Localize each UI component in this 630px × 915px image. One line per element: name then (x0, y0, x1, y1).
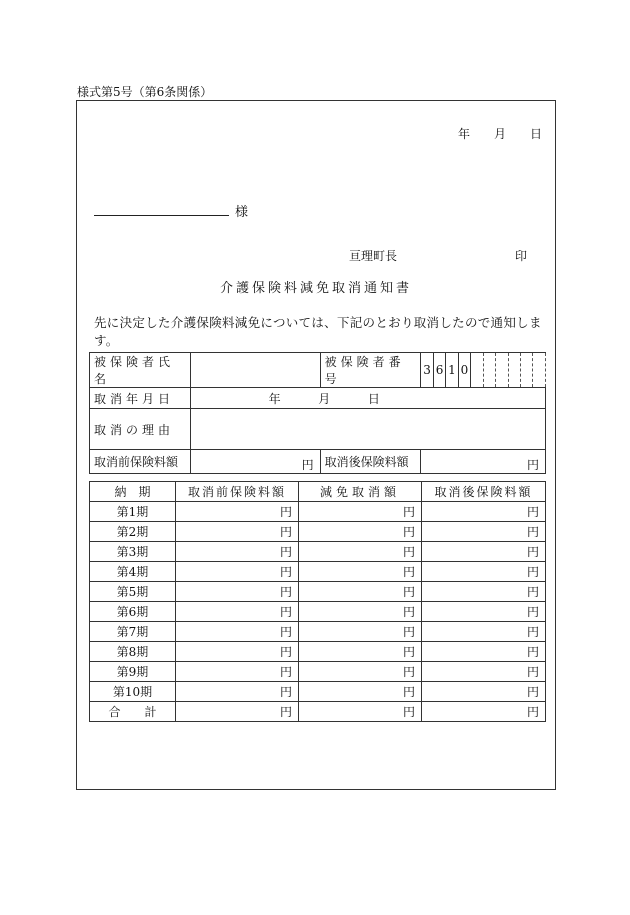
insured-number-blank[interactable] (496, 353, 508, 388)
cancel-date-value[interactable] (190, 388, 545, 409)
after-amount-cell[interactable] (422, 622, 546, 642)
insured-name-value[interactable] (190, 353, 320, 388)
header-after-amount: 取消後保険料額 (422, 482, 546, 502)
insured-number-blank[interactable] (508, 353, 520, 388)
insured-name-label: 被保険者氏名 (90, 353, 191, 388)
schedule-row (90, 662, 546, 682)
yen-unit: 円 (526, 525, 539, 539)
yen-unit: 円 (279, 625, 292, 639)
period-label: 第5期 (90, 582, 176, 602)
schedule-row (90, 522, 546, 542)
insured-number-digit: 6 (433, 353, 445, 388)
insured-number-digit: 1 (446, 353, 458, 388)
schedule-row (90, 602, 546, 622)
after-amount-cell[interactable] (422, 542, 546, 562)
yen-unit: 円 (279, 705, 292, 719)
document-title: 介護保険料減免取消通知書 (219, 281, 412, 296)
issuer-name: 亘理町長 (349, 249, 398, 263)
before-amount-cell[interactable] (176, 602, 299, 622)
yen-unit: 円 (301, 458, 314, 472)
issue-date-month: 月 (494, 127, 507, 141)
period-label: 第2期 (90, 522, 176, 542)
form-number-label: 様式第5号（第6条関係） (77, 85, 213, 99)
yen-unit: 円 (402, 645, 415, 659)
addressee-suffix: 様 (235, 205, 249, 220)
before-amount-cell[interactable] (176, 662, 299, 682)
before-amount-value[interactable] (190, 450, 320, 474)
total-before-amount[interactable] (176, 702, 299, 722)
after-amount-cell[interactable] (422, 642, 546, 662)
after-amount-value[interactable] (421, 450, 546, 474)
after-amount-cell[interactable] (422, 522, 546, 542)
yen-unit: 円 (402, 505, 415, 519)
exemption-cancel-cell[interactable] (299, 522, 422, 542)
schedule-row (90, 582, 546, 602)
period-label: 第8期 (90, 642, 176, 662)
header-exemption-cancel: 減免取消額 (299, 482, 422, 502)
yen-unit: 円 (526, 705, 539, 719)
period-label: 第10期 (90, 682, 176, 702)
yen-unit: 円 (526, 625, 539, 639)
exemption-cancel-cell[interactable] (299, 562, 422, 582)
yen-unit: 円 (526, 685, 539, 699)
yen-unit: 円 (402, 585, 415, 599)
yen-unit: 円 (402, 605, 415, 619)
schedule-row (90, 622, 546, 642)
yen-unit: 円 (402, 685, 415, 699)
seal-mark: 印 (515, 249, 528, 263)
yen-unit: 円 (526, 605, 539, 619)
cancel-reason-label: 取消の理由 (90, 409, 191, 450)
yen-unit: 円 (526, 458, 539, 472)
insured-number-blank[interactable] (483, 353, 495, 388)
after-amount-cell[interactable] (422, 682, 546, 702)
insured-number-digit: 0 (458, 353, 470, 388)
insured-number-digit: 3 (421, 353, 433, 388)
yen-unit: 円 (279, 645, 292, 659)
period-label: 第3期 (90, 542, 176, 562)
yen-unit: 円 (402, 625, 415, 639)
yen-unit: 円 (279, 525, 292, 539)
yen-unit: 円 (526, 665, 539, 679)
after-amount-cell[interactable] (422, 602, 546, 622)
insured-number-blank[interactable] (471, 353, 483, 388)
payment-schedule-table (89, 481, 546, 722)
issue-date-year: 年 (458, 127, 471, 141)
before-amount-cell[interactable] (176, 562, 299, 582)
yen-unit: 円 (526, 645, 539, 659)
period-label: 第7期 (90, 622, 176, 642)
exemption-cancel-cell[interactable] (299, 662, 422, 682)
cancel-date-year: 年 (268, 391, 281, 406)
intro-text: 先に決定した介護保険料減免については、下記のとおり取消したので通知します。 (94, 315, 542, 348)
before-amount-cell[interactable] (176, 522, 299, 542)
addressee-name-line (94, 215, 229, 216)
cancel-date-day: 日 (367, 391, 380, 406)
yen-unit: 円 (279, 545, 292, 559)
exemption-cancel-cell[interactable] (299, 542, 422, 562)
exemption-cancel-cell[interactable] (299, 602, 422, 622)
yen-unit: 円 (402, 545, 415, 559)
after-amount-label: 取消後保険料額 (320, 450, 421, 474)
yen-unit: 円 (402, 705, 415, 719)
period-label: 第6期 (90, 602, 176, 622)
before-amount-cell[interactable] (176, 502, 299, 522)
yen-unit: 円 (279, 565, 292, 579)
exemption-cancel-cell[interactable] (299, 502, 422, 522)
yen-unit: 円 (526, 545, 539, 559)
before-amount-cell[interactable] (176, 542, 299, 562)
exemption-cancel-cell[interactable] (299, 622, 422, 642)
before-amount-cell[interactable] (176, 682, 299, 702)
after-amount-cell[interactable] (422, 662, 546, 682)
period-label: 第4期 (90, 562, 176, 582)
total-after-amount[interactable] (422, 702, 546, 722)
notice-frame (76, 100, 556, 790)
after-amount-cell[interactable] (422, 562, 546, 582)
yen-unit: 円 (402, 665, 415, 679)
before-amount-cell[interactable] (176, 642, 299, 662)
before-amount-label: 取消前保険料額 (90, 450, 191, 474)
before-amount-cell[interactable] (176, 622, 299, 642)
yen-unit: 円 (279, 685, 292, 699)
insured-number-label: 被保険者番号 (320, 353, 421, 388)
yen-unit: 円 (279, 585, 292, 599)
cancel-date-label: 取消年月日 (90, 388, 191, 409)
exemption-cancel-cell[interactable] (299, 582, 422, 602)
yen-unit: 円 (526, 565, 539, 579)
cancel-date-month: 月 (318, 391, 331, 406)
exemption-cancel-cell[interactable] (299, 682, 422, 702)
schedule-row (90, 682, 546, 702)
yen-unit: 円 (279, 505, 292, 519)
cancel-reason-value[interactable] (190, 409, 545, 450)
issue-date-day: 日 (530, 127, 543, 141)
total-label: 合 計 (90, 702, 176, 722)
total-exemption-cancel[interactable] (299, 702, 422, 722)
schedule-row (90, 542, 546, 562)
header-period: 納 期 (90, 482, 176, 502)
header-before-amount: 取消前保険料額 (176, 482, 299, 502)
yen-unit: 円 (526, 505, 539, 519)
after-amount-cell[interactable] (422, 502, 546, 522)
insured-number-blank[interactable] (533, 353, 546, 388)
yen-unit: 円 (279, 605, 292, 619)
schedule-row (90, 502, 546, 522)
period-label: 第9期 (90, 662, 176, 682)
yen-unit: 円 (526, 585, 539, 599)
period-label: 第1期 (90, 502, 176, 522)
before-amount-cell[interactable] (176, 582, 299, 602)
insured-info-table (89, 352, 546, 474)
yen-unit: 円 (402, 565, 415, 579)
schedule-row (90, 562, 546, 582)
exemption-cancel-cell[interactable] (299, 642, 422, 662)
after-amount-cell[interactable] (422, 582, 546, 602)
yen-unit: 円 (402, 525, 415, 539)
insured-number-blank[interactable] (520, 353, 532, 388)
schedule-row (90, 642, 546, 662)
yen-unit: 円 (279, 665, 292, 679)
